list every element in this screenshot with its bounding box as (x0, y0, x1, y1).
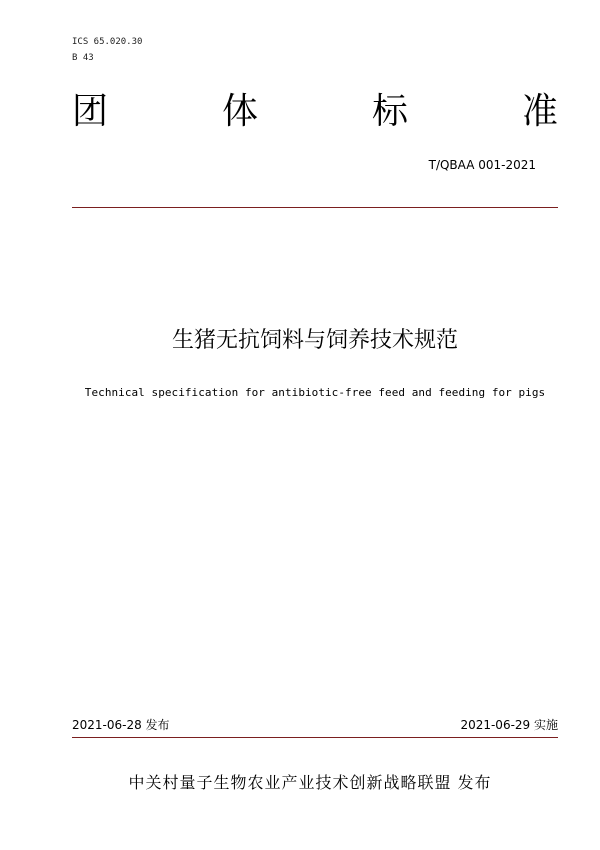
implement-date: 2021-06-29 实施 (460, 718, 558, 732)
bottom-divider (72, 737, 558, 738)
issue-date: 2021-06-28 发布 (72, 718, 170, 732)
publisher-line: 中关村量子生物农业产业技术创新战略联盟 发布 (128, 773, 492, 792)
standard-number: T/QBAA 001-2021 (428, 158, 536, 172)
doc-type-char: 标 (371, 91, 408, 132)
classification-codes (72, 34, 142, 66)
document-type-heading (72, 86, 558, 138)
top-divider (72, 207, 558, 208)
doc-type-char: 体 (221, 91, 258, 132)
ics-code: ICS 65.020.30 (72, 37, 143, 47)
date-row (72, 716, 558, 734)
title-chinese: 生猪无抗饲料与饲养技术规范 (171, 328, 458, 353)
doc-type-char: 团 (72, 91, 109, 132)
title-english: Technical specification for antibiotic-free feed and feeding for pigs (84, 386, 546, 399)
ccs-code: B 43 (72, 53, 94, 63)
doc-type-char: 准 (521, 91, 558, 132)
